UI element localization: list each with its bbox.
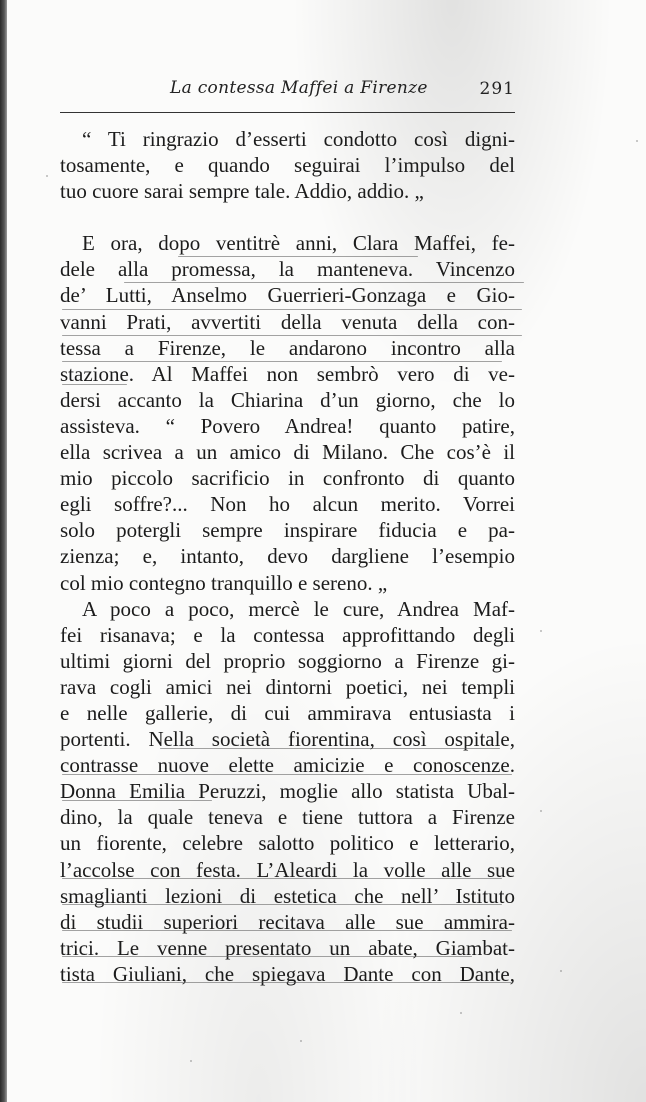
paper-speck [460,1012,462,1014]
text-line: ultimi giorni del proprio soggiorno a Firenze gi- [60,648,515,673]
book-gutter [0,0,7,1102]
paragraph [60,230,515,595]
text-line: un fiorente, celebre salotto politico e letterario, [60,831,515,856]
paragraph [60,596,515,987]
text-line: “ Ti ringrazio d’esserti condotto così digni- [82,127,515,151]
text-line: contrasse nuove elette amicizie e conoscenze. [60,753,515,778]
text-line: tuo cuore sarai sempre tale. Addio, addio. „ [60,179,424,204]
paper-speck [190,1060,192,1062]
text-line: portenti. Nella società fiorentina, così ospitale, [60,727,515,752]
text-line: A poco a poco, mercè le cure, Andrea Maf- [82,596,515,621]
text-line: tosamente, e quando seguirai l’impulso del [60,153,515,178]
paragraph [60,126,515,204]
pencil-underline [62,904,502,905]
text-line: vanni Prati, avvertiti della venuta della con- [60,309,515,334]
paragraph-gap [60,204,515,230]
text-line: dersi accanto la Chiarina d’un giorno, che lo [60,387,515,412]
text-line: Donna Emilia Peruzzi, moglie allo statista Ubal- [60,779,515,804]
paper-speck [560,970,562,972]
paper-speck [300,1040,302,1042]
text-line: zienza; e, intanto, devo dargliene l’esempio [60,544,515,569]
text-line: dino, la quale teneva e tiene tuttora a Firenze [60,805,515,830]
text-line: smaglianti lezioni di estetica che nell’ Istituto [60,883,515,908]
text-line: rava cogli amici nei dintorni poetici, nei templi [60,674,515,699]
pencil-underline [124,282,524,283]
text-line: dele alla promessa, la manteneva. Vincenzo [60,257,515,282]
text-line: E ora, dopo ventitrè anni, Clara Maffei, fe- [82,231,515,256]
text-line: di studii superiori recitava alle sue ammira- [60,909,515,934]
text-line: stazione. Al Maffei non sembrò vero di ve- [60,361,515,386]
running-head [60,74,515,104]
text-line: tessa a Firenze, le andarono incontro alla [60,335,515,360]
text-line: tista Giuliani, che spiegava Dante con Dante, [60,961,515,986]
pencil-underline [178,256,418,257]
text-line: de’ Lutti, Anselmo Guerrieri-Gonzaga e Gio- [60,283,515,308]
pencil-underline [62,956,472,957]
pencil-underline [62,982,512,983]
pencil-underline [62,774,512,775]
text-line: ella scrivea a un amico di Milano. Che cos’è il [60,440,515,465]
pencil-underline [160,748,500,749]
paper-speck [540,810,542,812]
pencil-underline [62,335,522,336]
page-number: 291 [479,79,515,99]
paper-speck [540,630,542,632]
text-line: mio piccolo sacrificio in confronto di quanto [60,466,515,491]
text-line: solo potergli sempre inspirare fiducia e pa- [60,518,515,543]
pencil-underline [62,361,502,362]
paper-speck [46,175,48,177]
text-line: egli soffre?... Non ho alcun merito. Vorrei [60,492,515,517]
header-rule [60,112,515,113]
text-line: assisteva. “ Povero Andrea! quanto patire, [60,413,515,438]
running-title: La contessa Maffei a Firenze [170,78,428,98]
paper-speck [636,140,638,142]
pencil-underline [62,878,502,879]
pencil-underline [62,384,127,385]
text-line: col mio contegno tranquillo e sereno. „ [60,570,388,595]
text-line: l’accolse con festa. L’Aleardi la volle alle sue [60,857,515,882]
text-line: e nelle gallerie, di cui ammirava entusiasta i [60,700,515,725]
pencil-underline [62,800,212,801]
text-line: trici. Le venne presentato un abate, Giambat- [60,935,515,960]
pencil-underline [62,930,512,931]
pencil-underline [62,309,522,310]
text-line: fei risanava; e la contessa approfittando degli [60,622,515,647]
